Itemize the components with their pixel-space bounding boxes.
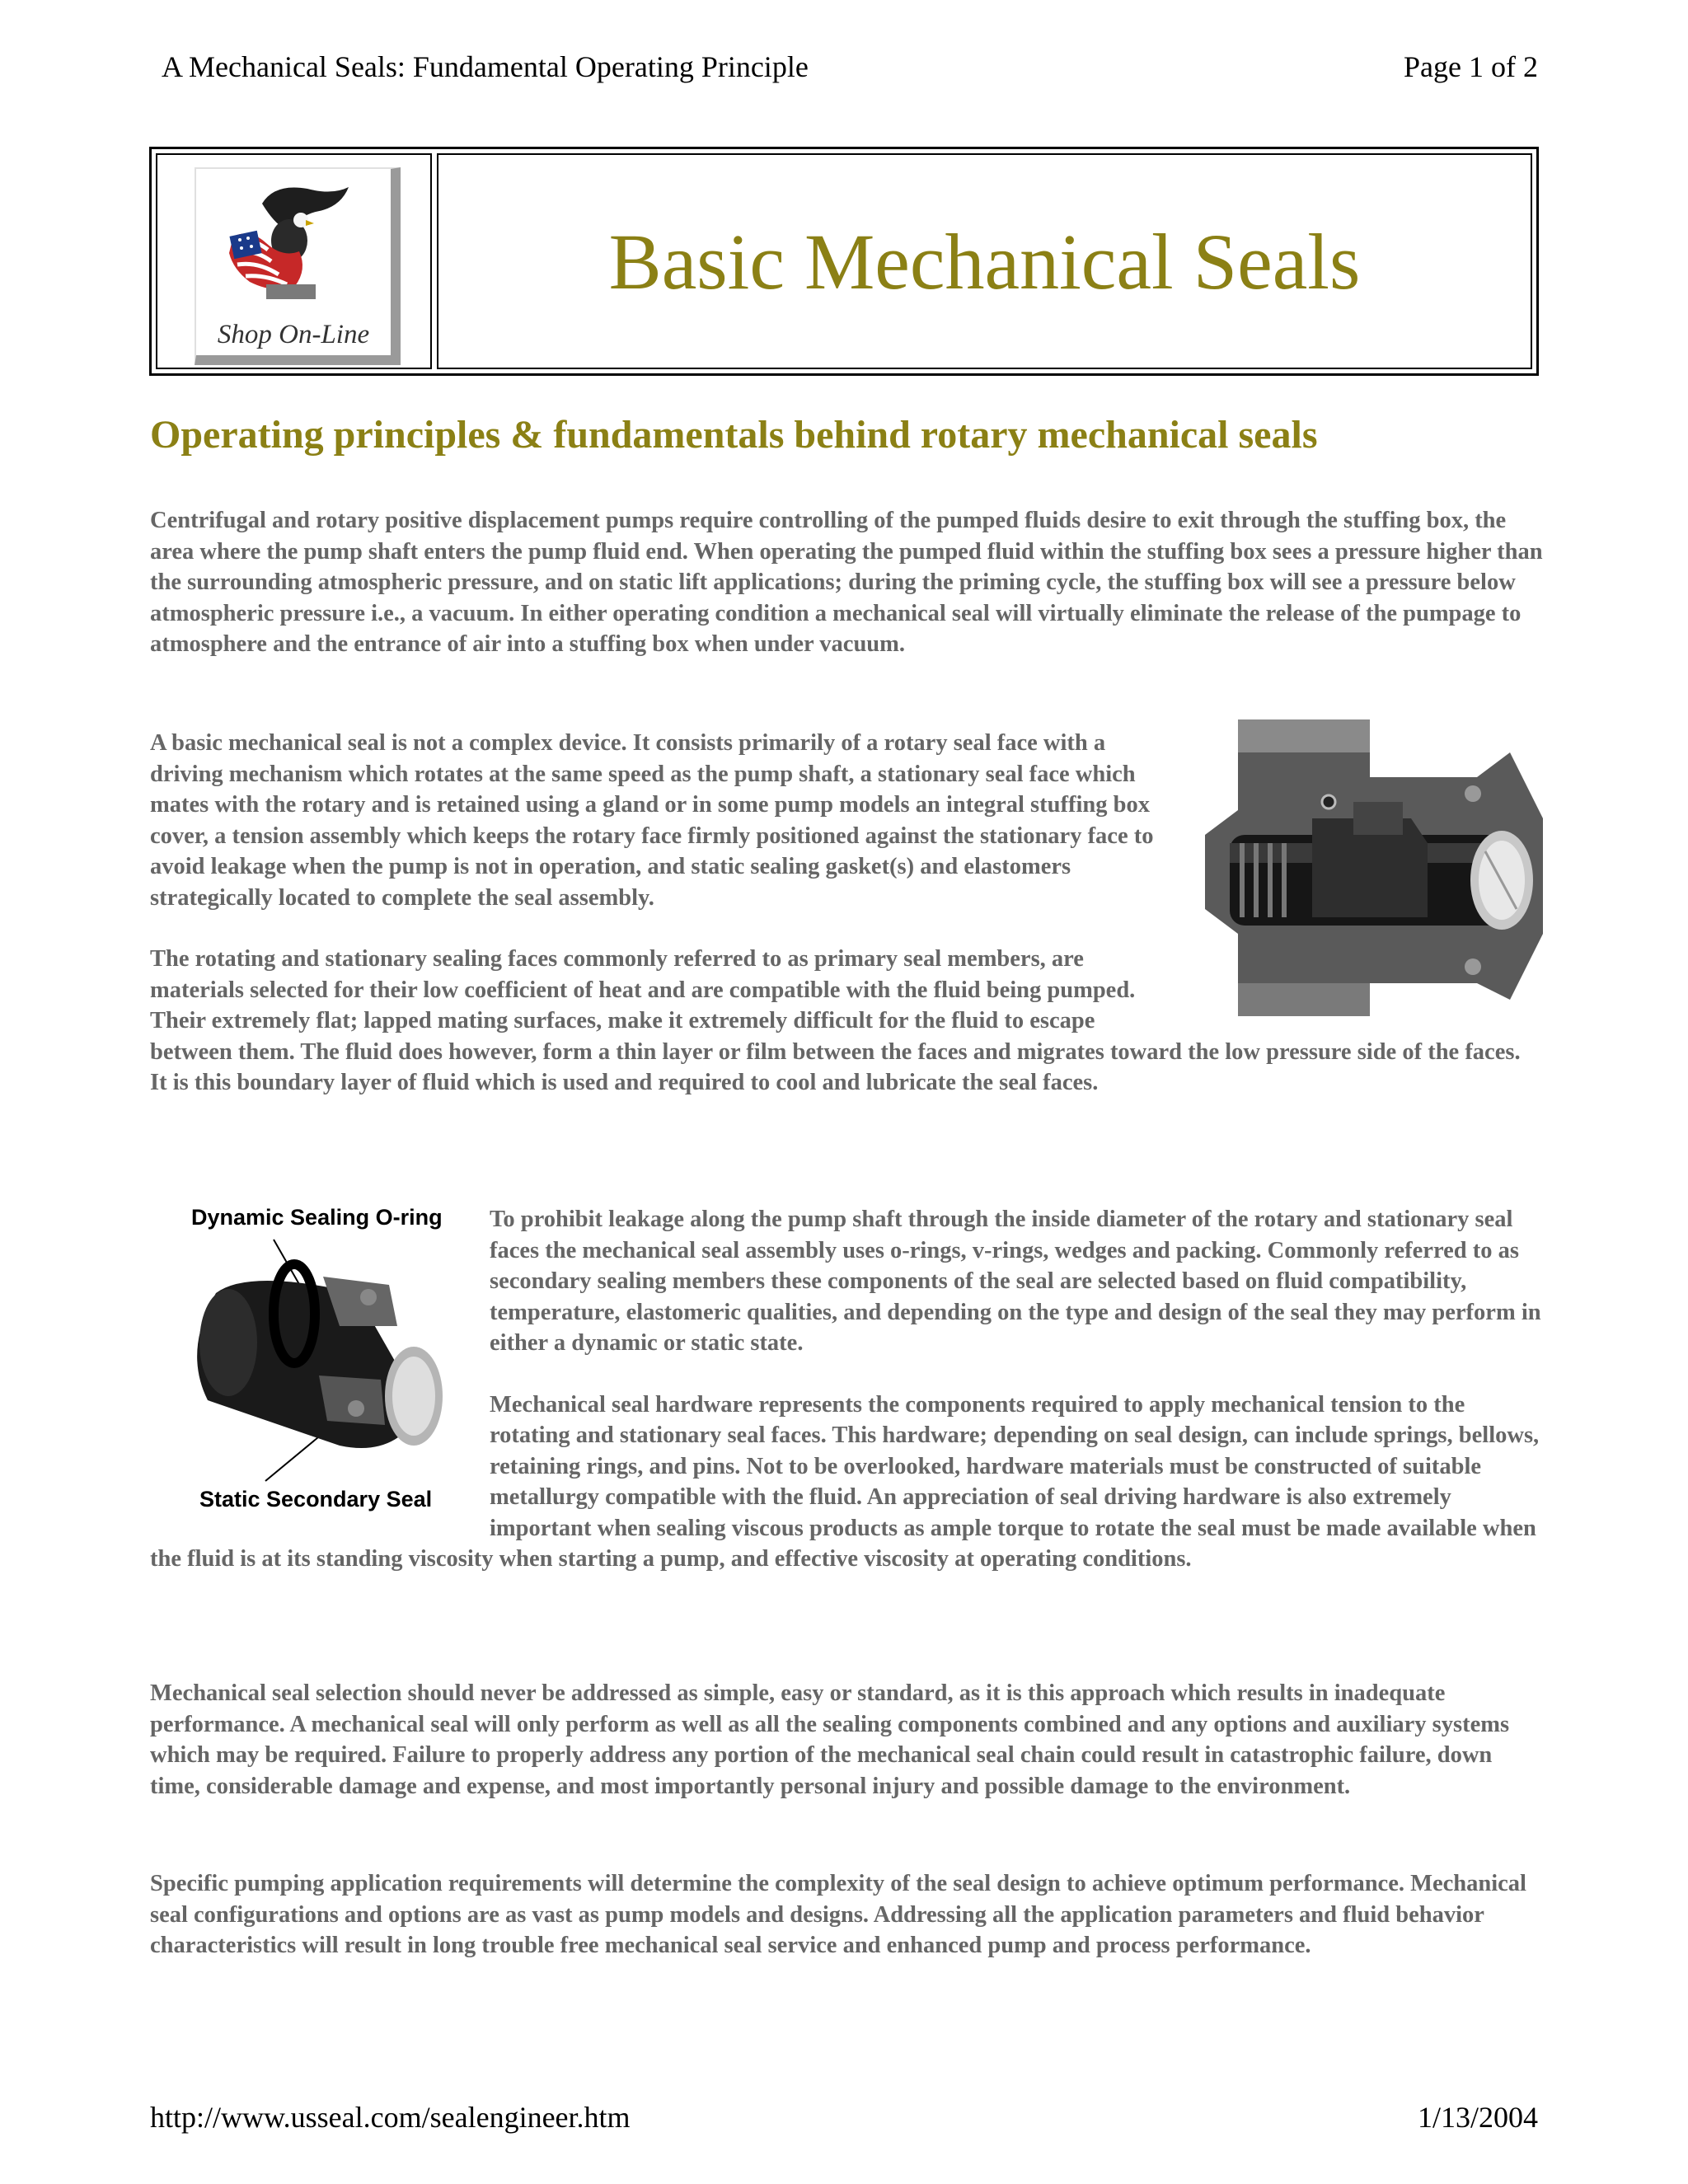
- page-title: Basic Mechanical Seals: [608, 217, 1361, 306]
- paragraph-primary-faces: The rotating and stationary sealing faces commonly referred to as primary seal members, are materials selected for their low coefficient of heat and are compatible with the fluid being pumped. Their extremely flat; lapped mating surfaces, make it extremely difficult for the fluid to escape between them. The fluid does however, form a thin layer or film between the faces and migrates toward the low pressure side of the faces. It is this boundary layer of fluid which is used and required to cool and lubricate the seal faces.: [150, 946, 1521, 1095]
- eagle-flag-icon: [217, 179, 357, 311]
- seal-assembly-image: [150, 1235, 480, 1483]
- secondary-seal-figure: [150, 1202, 480, 1516]
- title-cell: [437, 153, 1532, 369]
- paragraph-basic-seal: A basic mechanical seal is not a complex device. It consists primarily of a rotary seal face with a driving mechanism which rotates at the same speed as the pump shaft, a stationary seal face which mates with the rotary and is retained using a gland or in some pump models an integral stuffing box cover, a tension assembly which keeps the rotary face firmly positioned against the stationary face to avoid leakage when the pump is not in operation, and static sealing gasket(s) and elastomers strategically located to complete the seal assembly.: [150, 730, 1154, 911]
- shop-online-button[interactable]: [195, 167, 401, 365]
- banner: [149, 147, 1539, 376]
- footer-url-link[interactable]: http://www.usseal.com/sealengineer.htm: [150, 2101, 631, 2134]
- seal-cutaway-image: [1205, 719, 1543, 1016]
- logo-cell: [156, 153, 432, 369]
- footer-date: 1/13/2004: [1417, 2101, 1538, 2134]
- paragraph-secondary-members: To prohibit leakage along the pump shaft through the inside diameter of the rotary and stationary seal faces the mechanical seal assembly uses o-rings, v-rings, wedges and packing. Commonly referred to as secondary sealing members these components of the seal are selected based on fluid compatibility, temperature, elastomeric qualities, and depending on the type and design of the seal they may perform in either a dynamic or static state.: [490, 1207, 1541, 1356]
- print-header-title: A Mechanical Seals: Fundamental Operating Principle: [162, 50, 809, 83]
- paragraph-group-secondary: [150, 1202, 1543, 1575]
- figure-label-bottom: Static Secondary Seal: [199, 1487, 433, 1511]
- paragraph-hardware: Mechanical seal hardware represents the components required to apply mechanical tension to the rotating and stationary seal faces. This hardware; depending on seal design, can include springs, bellows, retaining rings, and pins. Not to be overlooked, hardware materials must be constructed of suitable metallurgy compatible with the fluid. An appreciation of seal driving hardware is also extremely important when sealing viscous products as ample torque to rotate the seal must be made available when the fluid is at its standing viscosity when starting a pump, and effective viscosity at operating conditions.: [150, 1391, 1540, 1572]
- paragraph-intro: Centrifugal and rotary positive displacement pumps require controlling of the pumped fluids desire to exit through the stuffing box, the area where the pump shaft enters the pump fluid end. When operating the pumped fluid within the stuffing box sees a pressure higher than the surrounding atmospheric pressure, and on static lift applications; during the priming cycle, the stuffing box will see a pressure below atmospheric pressure i.e., a vacuum. In either operating condition a mechanical seal will virtually eliminate the release of the pumpage to atmosphere and the entrance of air into a stuffing box when under vacuum.: [150, 508, 1543, 657]
- paragraph-application: Specific pumping application requirements will determine the complexity of the seal design to achieve optimum performance. Mechanical seal configurations and options are as vast as pump models and designs. Addressing all the application parameters and fluid behavior characteristics will result in long trouble free mechanical seal service and enhanced pump and process performance.: [150, 1871, 1526, 1958]
- figure-label-top: Dynamic Sealing O-ring: [191, 1205, 443, 1230]
- paragraph-selection: Mechanical seal selection should never be addressed as simple, easy or standard, as it is this approach which results in inadequate performance. A mechanical seal will only perform as well as all the sealing components combined and any options and auxiliary systems which may be required. Failure to properly address any portion of the mechanical seal chain could result in catastrophic failure, down time, considerable damage and expense, and most importantly personal injury and possible damage to the environment.: [150, 1680, 1510, 1799]
- logo-text: Shop On-Line: [217, 320, 370, 349]
- paragraph-group-faces: [150, 728, 1543, 1099]
- print-page-number: Page 1 of 2: [1404, 50, 1538, 83]
- page-subtitle: Operating principles & fundamentals behind rotary mechanical seals: [150, 413, 1318, 457]
